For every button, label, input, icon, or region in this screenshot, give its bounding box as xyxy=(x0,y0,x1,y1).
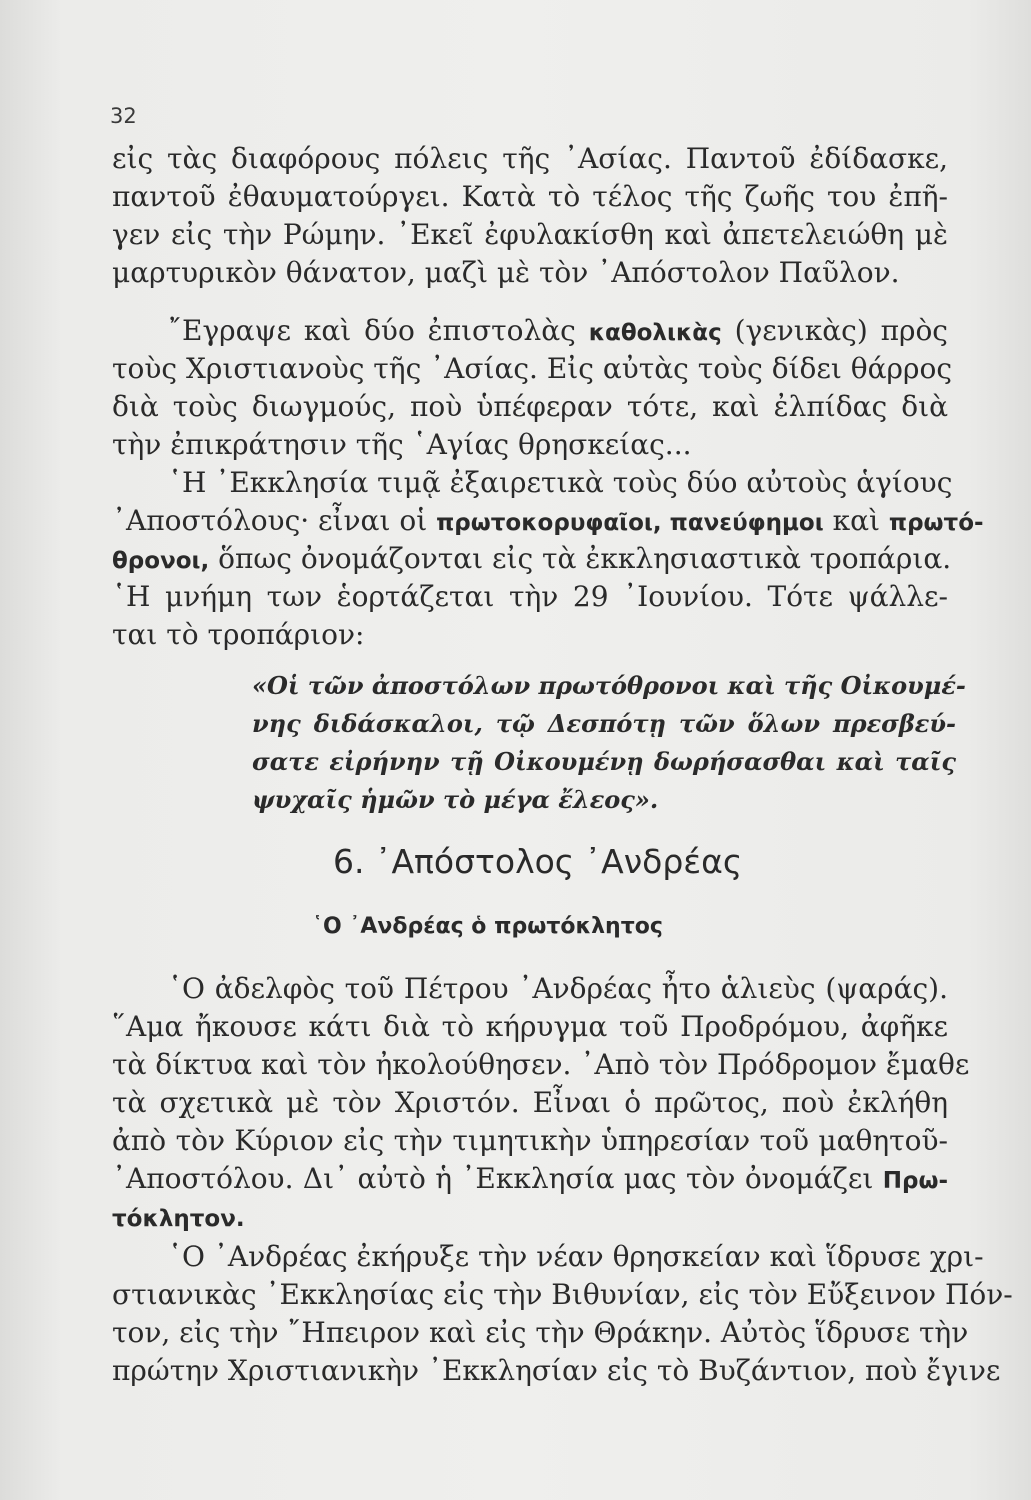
troparion-quote xyxy=(252,667,966,819)
text-line: παντοῦ ἐθαυματούργει. Κατὰ τὸ τέλος τῆς ζωῆς του ἐπῆ- xyxy=(112,180,948,213)
text-line: τὰ δίκτυα καὶ τὸν ἠκολούθησεν. ᾿Απὸ τὸν Πρόδρομον ἔμαθε xyxy=(112,1048,970,1081)
bold-term: θρονοι, xyxy=(112,548,210,574)
paragraph-epistles xyxy=(112,312,953,464)
text-line: ῾Ο ᾿Ανδρέας ἐκήρυξε τὴν νέαν θρησκείαν καὶ ἵδρυσε χρι- xyxy=(168,1240,984,1273)
text-line: τοὺς Χριστιανοὺς τῆς ᾿Ασίας. Εἰς αὐτὰς τοὺς δίδει θάρρος xyxy=(112,352,953,385)
hymn-line: ψυχαῖς ἡμῶν τὸ μέγα ἔλεος». xyxy=(252,785,659,814)
text-line: ῞Αμα ἤκουσε κάτι διὰ τὸ κήρυγμα τοῦ Προδρόμου, ἀφῆκε xyxy=(112,1010,948,1043)
text-line: τον, εἰς τὴν ῎Ηπειρον καὶ εἰς τὴν Θράκην. Αὐτὸς ἵδρυσε τὴν xyxy=(112,1316,969,1349)
bold-term: καθολικὰς xyxy=(588,320,722,346)
paragraph-andrew-mission xyxy=(112,1238,1013,1390)
text-line: πρώτην Χριστιανικὴν ᾿Εκκλησίαν εἰς τὸ Βυζάντιον, ποὺ ἔγινε xyxy=(112,1354,1001,1387)
text-line: γεν εἰς τὴν Ρώμην. ᾿Εκεῖ ἐφυλακίσθη καὶ ἀπετελειώθη μὲ xyxy=(112,218,948,251)
paragraph-peter-travels xyxy=(112,140,948,292)
text-line: ῾Η ᾿Εκκλησία τιμᾷ ἐξαιρετικὰ τοὺς δύο αὐτοὺς ἁγίους xyxy=(168,466,953,499)
bold-term: τόκλητον. xyxy=(112,1206,245,1232)
paragraph-church-honors xyxy=(112,464,984,654)
bold-term: πρωτοκορυφαῖοι, πανεύφημοι xyxy=(436,510,824,536)
paragraph-andrew-intro xyxy=(112,970,970,1236)
text-line: ῎Εγραψε καὶ δύο ἐπιστολὰς καθολικὰς (γενικὰς) πρὸς xyxy=(168,314,948,347)
chapter-title: 6. ᾿Απόστολος ᾿Ανδρέας xyxy=(333,842,743,881)
text-line: στιανικὰς ᾿Εκκλησίας εἰς τὴν Βιθυνίαν, εἰς τὸν Εὔξεινον Πόν- xyxy=(112,1278,1013,1311)
section-title: ῾Ο ᾿Ανδρέας ὁ πρωτόκλητος xyxy=(312,914,663,939)
bold-term: πρωτό- xyxy=(888,510,984,536)
page-number: 32 xyxy=(110,104,137,128)
text-line: ται τὸ τροπάριον: xyxy=(112,618,365,651)
text-line xyxy=(112,1198,948,1236)
text-line: ᾿Αποστόλου. Δι᾿ αὐτὸ ἡ ᾿Εκκλησία μας τὸν ὀνομάζει Πρω- xyxy=(112,1162,949,1195)
bold-term: Πρω- xyxy=(882,1168,949,1194)
text-line: διὰ τοὺς διωγμούς, ποὺ ὑπέφεραν τότε, καὶ ἐλπίδας διὰ xyxy=(112,390,948,423)
text-line: θρονοι, ὅπως ὀνομάζονται εἰς τὰ ἐκκλησιαστικὰ τροπάρια. xyxy=(112,542,952,575)
text-line: τὰ σχετικὰ μὲ τὸν Χριστόν. Εἶναι ὁ πρῶτος, ποὺ ἐκλήθη xyxy=(112,1086,948,1119)
hymn-line: νης διδάσκαλοι, τῷ Δεσπότῃ τῶν ὅλων πρεσβεύ- xyxy=(252,709,956,738)
hymn-line: «Οἱ τῶν ἀποστόλων πρωτόθρονοι καὶ τῆς Οἰκουμέ- xyxy=(252,671,966,700)
text-line: ῾Η μνήμη των ἑορτάζεται τὴν 29 ᾿Ιουνίου. Τότε ψάλλε- xyxy=(112,580,948,613)
text-line: μαρτυρικὸν θάνατον, μαζὶ μὲ τὸν ᾿Απόστολον Παῦλον. xyxy=(112,256,900,289)
text-line: ῾Ο ἀδελφὸς τοῦ Πέτρου ᾿Ανδρέας ἦτο ἁλιεὺς (ψαράς). xyxy=(168,972,948,1005)
text-line: ᾿Αποστόλους· εἶναι οἱ πρωτοκορυφαῖοι, πανεύφημοι καὶ πρωτό- xyxy=(112,504,984,537)
text-line: εἰς τὰς διαφόρους πόλεις τῆς ᾿Ασίας. Παντοῦ ἐδίδασκε, xyxy=(112,142,948,175)
hymn-line: σατε εἰρήνην τῇ Οἰκουμένῃ δωρήσασθαι καὶ ταῖς xyxy=(252,747,956,776)
text-line: τὴν ἐπικράτησιν τῆς ῾Αγίας θρησκείας... xyxy=(112,428,692,461)
text-line: ἀπὸ τὸν Κύριον εἰς τὴν τιμητικὴν ὑπηρεσίαν τοῦ μαθητοῦ- xyxy=(112,1124,948,1157)
